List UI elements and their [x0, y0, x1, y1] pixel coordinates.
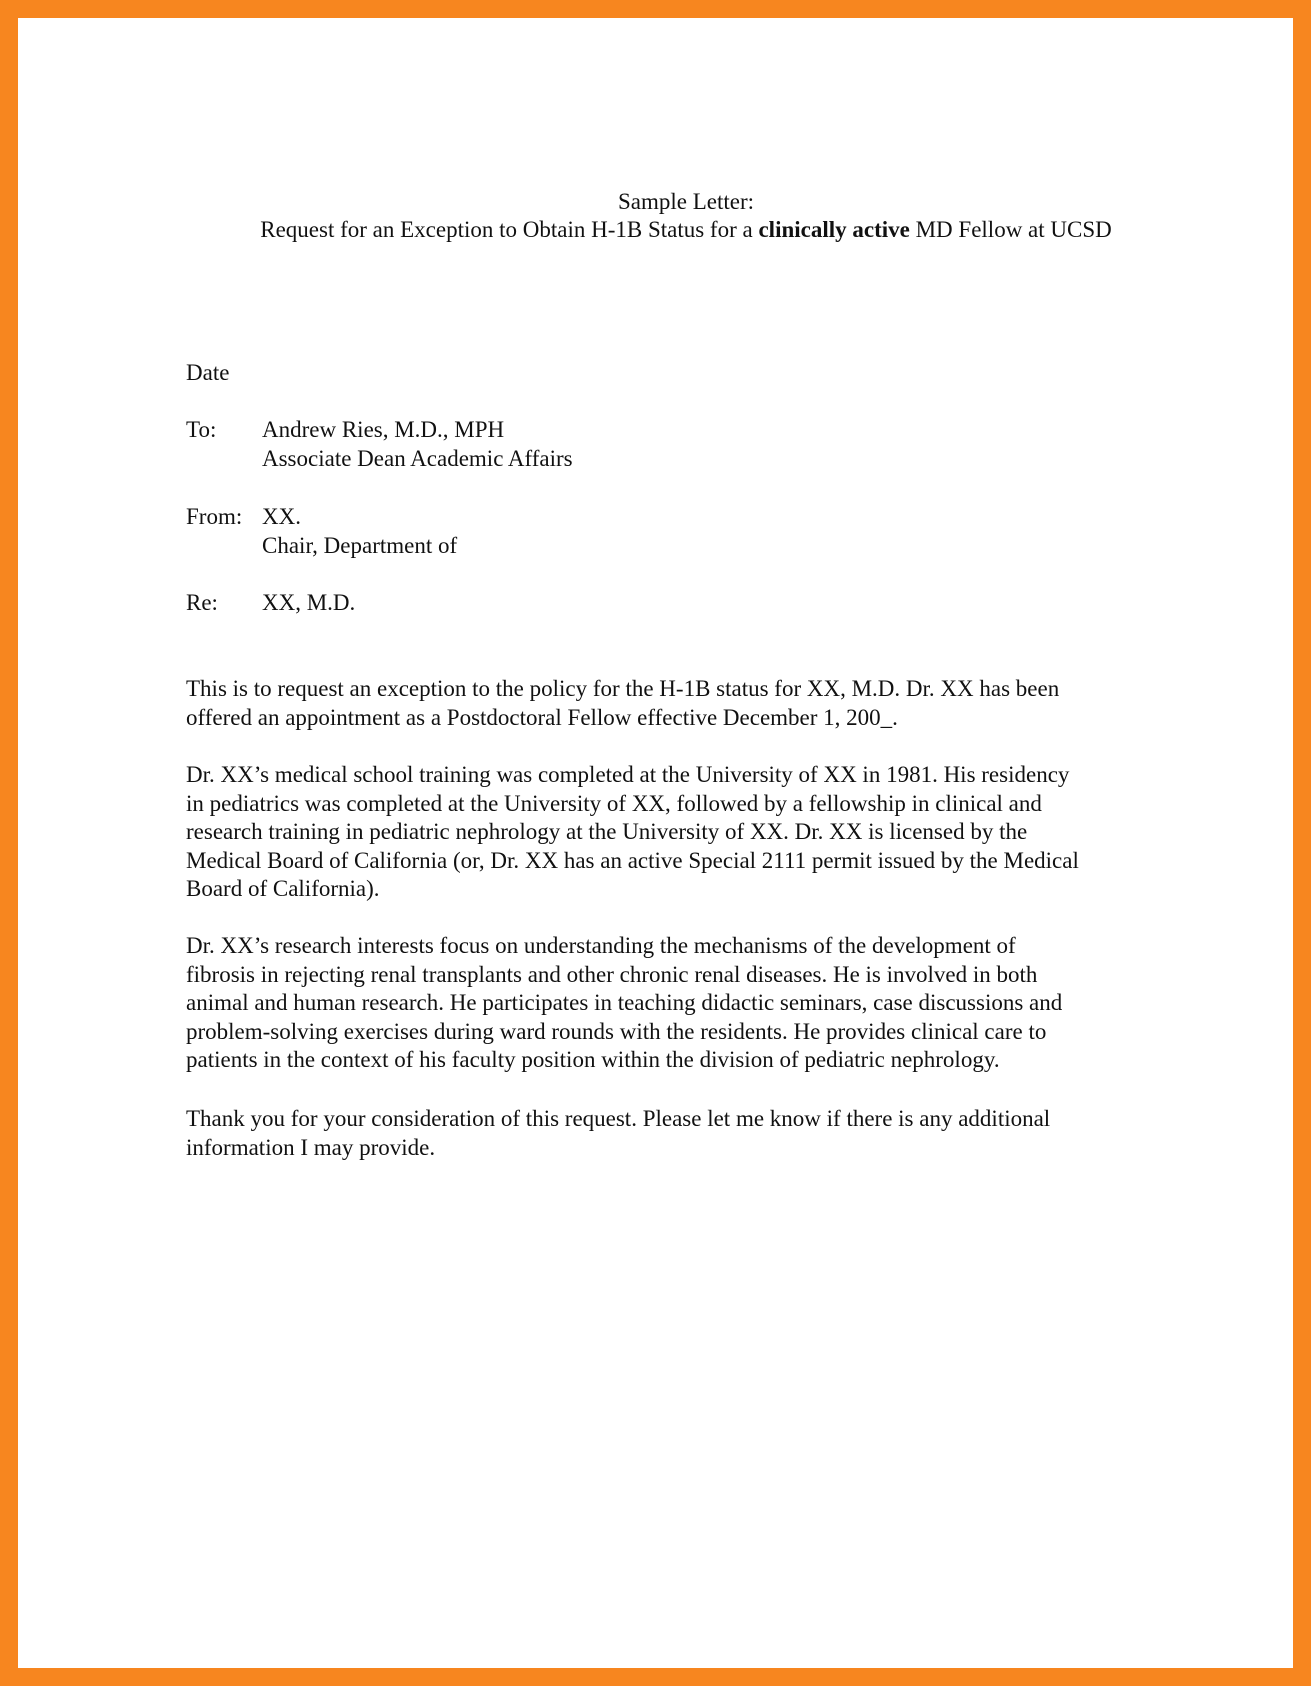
paragraph-line: information I may provide. — [186, 1134, 436, 1160]
paragraph-line: animal and human research. He participates in teaching didactic seminars, case discussions and — [186, 990, 1063, 1015]
memo-from-value — [262, 503, 457, 560]
paragraph-line: problem-solving exercises during ward rounds with the residents. He provides clinical care to — [186, 1018, 1047, 1044]
paragraph-line: in pediatrics was completed at the University of XX, followed by a fellowship in clinical and — [186, 790, 1042, 816]
paragraph-line: Board of California). — [186, 876, 380, 901]
paragraph-line: Medical Board of California (or, Dr. XX has an active Special 2111 permit issued by the Medical — [186, 847, 1079, 873]
paragraph-line: offered an appointment as a Postdoctoral Fellow effective December 1, 200_. — [186, 704, 898, 730]
body-paragraph-research — [186, 932, 1186, 1075]
paragraph-line: Dr. XX’s medical school training was completed at the University of XX in 1981. His residency — [186, 762, 1070, 787]
paragraph-line: fibrosis in rejecting renal transplants and other chronic renal diseases. He is involved in both — [186, 961, 1038, 987]
memo-from-line: Chair, Department of — [262, 532, 458, 558]
body-paragraph-training — [186, 761, 1186, 904]
subject-text-bold: clinically active — [758, 217, 910, 242]
body-paragraph-request — [186, 675, 1186, 732]
paragraph-line: Thank you for your consideration of this request. Please let me know if there is any additional — [186, 1106, 1051, 1131]
memo-re-label: Re: — [186, 590, 218, 615]
memo-to-line: Andrew Ries, M.D., MPH — [262, 417, 505, 442]
memo-from-line: XX. — [262, 504, 301, 529]
subject-text-end: MD Fellow at UCSD — [909, 217, 1112, 242]
memo-from-label: From: — [186, 504, 243, 529]
memo-re-line: XX, M.D. — [262, 590, 356, 615]
date-line: Date — [186, 360, 230, 385]
body-paragraph-closing — [186, 1105, 1186, 1162]
paragraph-line: This is to request an exception to the policy for the H-1B status for XX, M.D. Dr. XX has been — [186, 676, 1060, 701]
memo-to-line: Associate Dean Academic Affairs — [262, 445, 573, 471]
paragraph-line: patients in the context of his faculty position within the division of pediatric nephrology. — [186, 1047, 1000, 1072]
memo-to-value — [262, 416, 573, 473]
memo-to-label: To: — [186, 417, 217, 442]
paragraph-line: Dr. XX’s research interests focus on understanding the mechanisms of the development of — [186, 933, 1016, 958]
memo-re-value — [262, 589, 355, 618]
subject-text-start: Request for an Exception to Obtain H-1B Status for a — [260, 217, 759, 242]
letter-heading-subject — [186, 216, 1186, 245]
paragraph-line: research training in pediatric nephrology at the University of XX. Dr. XX is licensed by the — [186, 819, 1028, 844]
letter-heading-title: Sample Letter: — [617, 189, 755, 214]
